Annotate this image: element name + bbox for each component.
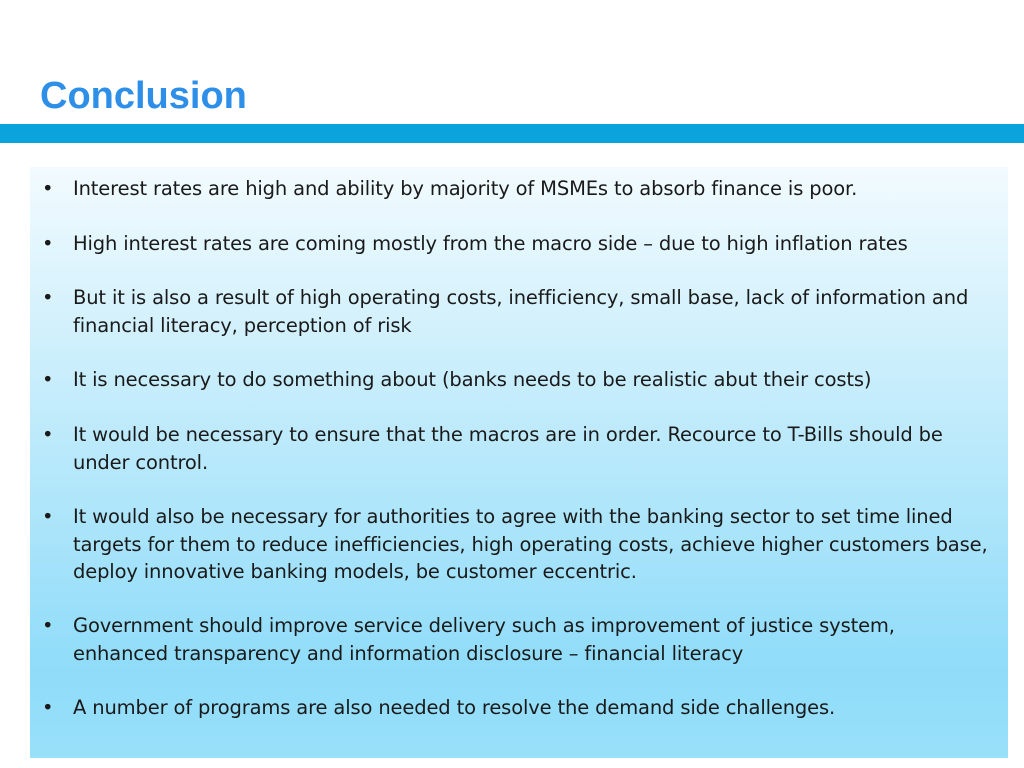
bullet-item	[42, 175, 994, 203]
bullet-text: It is necessary to do something about (banks needs to be realistic abut their costs)	[73, 368, 872, 391]
bullet-icon: •	[42, 177, 54, 200]
bullet-item	[42, 421, 994, 476]
bullet-item	[42, 503, 994, 586]
bullet-text: A number of programs are also needed to resolve the demand side challenges.	[73, 696, 836, 719]
content-panel	[30, 167, 1008, 758]
bullet-item	[42, 366, 994, 394]
bullet-text: It would be necessary to ensure that the macros are in order. Recource to T-Bills should be under control.	[73, 423, 943, 474]
bullet-icon: •	[42, 696, 54, 719]
bullet-icon: •	[42, 614, 54, 637]
bullet-icon: •	[42, 286, 54, 309]
bullet-text: Interest rates are high and ability by majority of MSMEs to absorb finance is poor.	[73, 177, 858, 200]
slide-title: Conclusion	[40, 75, 247, 117]
bullet-icon: •	[42, 423, 54, 446]
bullet-item	[42, 612, 994, 667]
bullet-item	[42, 230, 994, 258]
title-divider-band	[0, 124, 1024, 143]
bullet-icon: •	[42, 505, 54, 528]
bullet-text: Government should improve service delivery such as improvement of justice system, enhanced transparency and information disclosure – financial literacy	[73, 614, 895, 665]
bullet-text: High interest rates are coming mostly from the macro side – due to high inflation rates	[73, 232, 908, 255]
bullet-text: But it is also a result of high operating costs, inefficiency, small base, lack of information and financial literacy, perception of risk	[73, 286, 969, 337]
bullet-item	[42, 284, 994, 339]
bullet-icon: •	[42, 232, 54, 255]
bullet-text: It would also be necessary for authorities to agree with the banking sector to set time lined targets for them to reduce inefficiencies, high operating costs, achieve higher customers base, deploy innovative banking models, be customer eccentric.	[73, 505, 988, 583]
bullet-item	[42, 694, 994, 722]
bullet-icon: •	[42, 368, 54, 391]
